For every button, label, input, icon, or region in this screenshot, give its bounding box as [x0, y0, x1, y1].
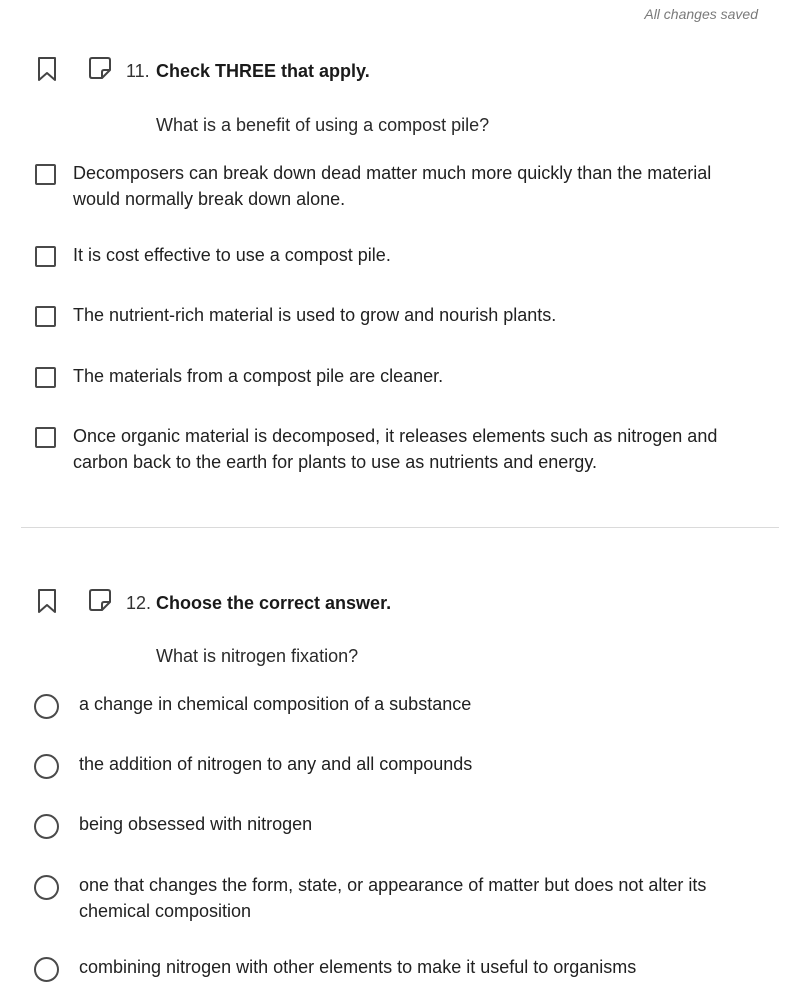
question-instruction: Check THREE that apply.	[156, 61, 370, 81]
question-instruction: Choose the correct answer.	[156, 593, 392, 613]
option-label: Decomposers can break down dead matter much more quickly than the material would normally break down alone.	[73, 163, 712, 209]
bookmark-icon[interactable]	[36, 56, 58, 82]
option-label: The nutrient-rich material is used to grow and nourish plants.	[73, 305, 557, 325]
radio-button[interactable]	[34, 694, 59, 719]
checkbox[interactable]	[35, 427, 56, 448]
note-icon[interactable]	[88, 56, 112, 80]
question-divider	[21, 527, 779, 528]
option-label: the addition of nitrogen to any and all compounds	[79, 754, 473, 774]
question-prompt: What is nitrogen fixation?	[156, 646, 359, 666]
radio-button[interactable]	[34, 957, 59, 982]
option-label: It is cost effective to use a compost pile.	[73, 245, 391, 265]
bookmark-icon[interactable]	[36, 588, 58, 614]
checkbox[interactable]	[35, 164, 56, 185]
question-prompt: What is a benefit of using a compost pile?	[156, 115, 490, 135]
radio-button[interactable]	[34, 754, 59, 779]
option-label: being obsessed with nitrogen	[79, 814, 313, 834]
option-label: a change in chemical composition of a substance	[79, 694, 472, 714]
option-label: The materials from a compost pile are cleaner.	[73, 366, 444, 386]
option-label: Once organic material is decomposed, it releases elements such as nitrogen and carbon back to the earth for plants to use as nutrients and energy.	[73, 426, 718, 472]
save-status: All changes saved	[644, 6, 758, 22]
note-icon[interactable]	[88, 588, 112, 612]
checkbox[interactable]	[35, 306, 56, 327]
radio-button[interactable]	[34, 814, 59, 839]
option-label: one that changes the form, state, or appearance of matter but does not alter its chemical composition	[79, 875, 707, 921]
checkbox[interactable]	[35, 246, 56, 267]
question-number: 11.	[126, 61, 150, 81]
checkbox[interactable]	[35, 367, 56, 388]
question-header	[36, 56, 776, 84]
question-number: 12.	[126, 593, 152, 613]
question-header	[36, 588, 776, 616]
option-label: combining nitrogen with other elements to make it useful to organisms	[79, 957, 637, 977]
radio-button[interactable]	[34, 875, 59, 900]
